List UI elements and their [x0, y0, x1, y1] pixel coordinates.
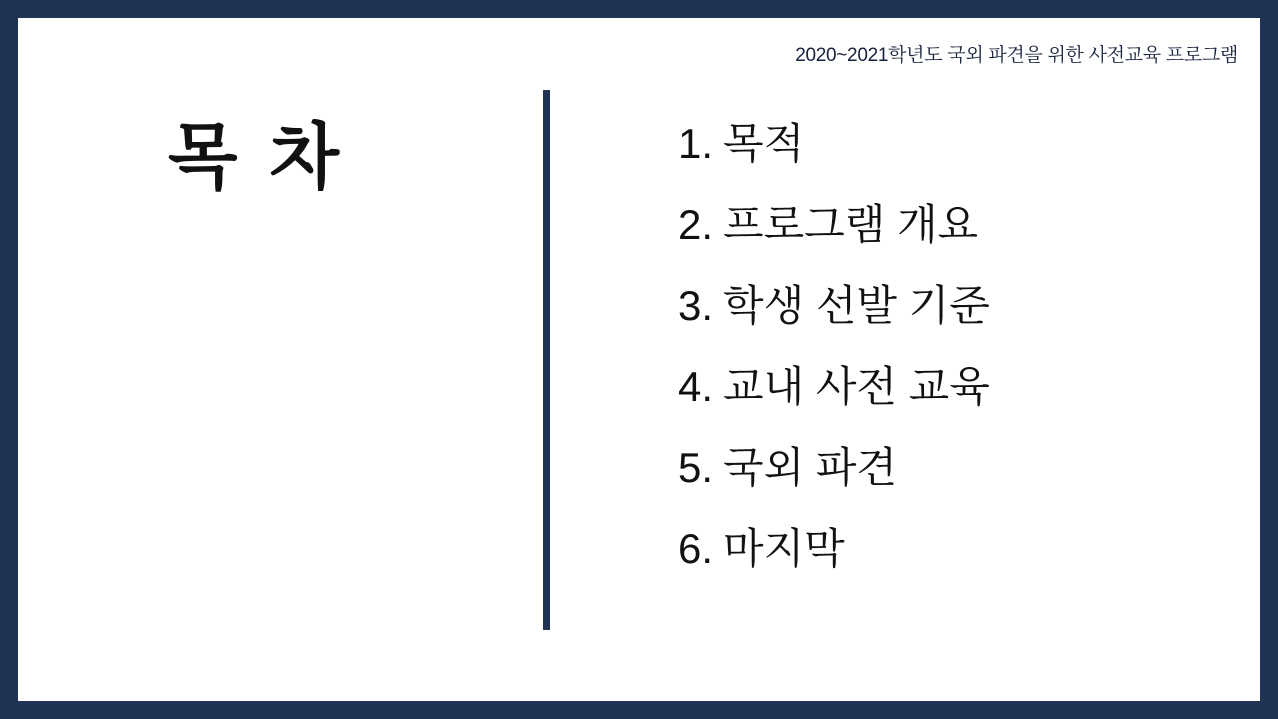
list-item — [678, 527, 1238, 571]
list-item-number: 3. — [678, 282, 714, 330]
table-of-contents — [678, 122, 1238, 572]
list-item — [678, 122, 1238, 166]
list-item-number: 6. — [678, 525, 714, 573]
list-item-number: 2. — [678, 201, 714, 249]
list-item-number: 4. — [678, 363, 714, 411]
list-item — [678, 365, 1238, 409]
list-item-label: 마지막 — [723, 525, 845, 573]
list-item-label: 목적 — [723, 120, 805, 167]
slide-canvas — [18, 18, 1260, 701]
list-item — [678, 203, 1238, 247]
list-item-label: 프로그램 개요 — [723, 201, 979, 249]
page-title: 목 차 — [168, 118, 346, 198]
slide-header-text: 2020~2021학년도 국외 파견을 위한 사전교육 프로그램 — [795, 45, 1238, 66]
vertical-divider — [543, 90, 550, 630]
list-item — [678, 446, 1238, 490]
list-item-label: 교내 사전 교육 — [723, 363, 990, 411]
list-item-label: 국외 파견 — [723, 444, 897, 492]
list-item — [678, 284, 1238, 328]
list-item-number: 1. — [678, 120, 714, 167]
list-item-label: 학생 선발 기준 — [723, 282, 990, 330]
list-item-number: 5. — [678, 444, 714, 492]
